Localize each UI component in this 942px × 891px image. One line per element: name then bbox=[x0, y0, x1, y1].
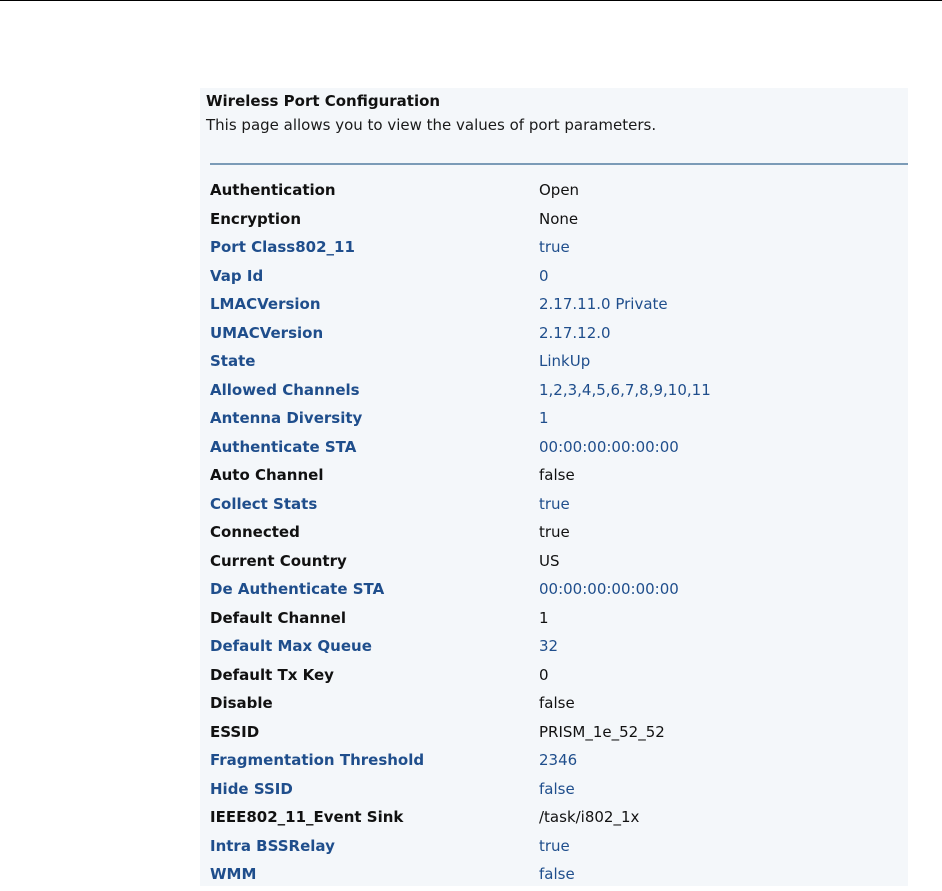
parameter-value: true bbox=[539, 836, 570, 855]
parameter-row bbox=[210, 549, 900, 578]
parameter-label[interactable]: UMACVersion bbox=[210, 323, 324, 342]
parameter-label: IEEE802_11_Event Sink bbox=[210, 808, 404, 826]
parameter-row bbox=[210, 520, 900, 549]
parameter-row bbox=[210, 748, 900, 777]
parameter-label: Current Country bbox=[210, 551, 347, 570]
parameter-value: LinkUp bbox=[539, 352, 591, 370]
parameter-row bbox=[210, 834, 900, 863]
parameter-value: 2.17.11.0 Private bbox=[539, 295, 668, 313]
parameter-row bbox=[210, 606, 900, 635]
parameter-value: 1,2,3,4,5,6,7,8,9,10,11 bbox=[539, 380, 711, 399]
parameter-label[interactable]: Vap Id bbox=[210, 266, 264, 285]
parameter-row bbox=[210, 378, 900, 407]
parameter-row bbox=[210, 862, 900, 891]
parameter-row bbox=[210, 492, 900, 521]
parameter-value: true bbox=[539, 494, 570, 513]
parameter-value: 2.17.12.0 bbox=[539, 323, 611, 342]
parameter-row bbox=[210, 178, 900, 207]
parameter-value: 1 bbox=[539, 409, 549, 427]
parameter-row bbox=[210, 577, 900, 606]
parameter-value: 00:00:00:00:00:00 bbox=[539, 437, 679, 456]
header-divider bbox=[210, 163, 908, 165]
parameter-row bbox=[210, 292, 900, 321]
parameter-label[interactable]: State bbox=[210, 352, 256, 370]
page-description: This page allows you to view the values of port parameters. bbox=[206, 116, 657, 134]
parameter-row bbox=[210, 720, 900, 749]
parameter-row bbox=[210, 406, 900, 435]
parameter-value: false bbox=[539, 694, 575, 712]
parameter-value: false bbox=[539, 865, 575, 883]
parameter-label[interactable]: Authenticate STA bbox=[210, 437, 357, 456]
parameter-label: Encryption bbox=[210, 209, 302, 228]
parameter-value: Open bbox=[539, 181, 580, 199]
parameter-value: 32 bbox=[539, 637, 559, 655]
parameter-label[interactable]: Antenna Diversity bbox=[210, 409, 363, 427]
parameter-row bbox=[210, 777, 900, 806]
parameter-row bbox=[210, 235, 900, 264]
parameter-label[interactable]: De Authenticate STA bbox=[210, 580, 385, 598]
parameter-row bbox=[210, 691, 900, 720]
parameter-row bbox=[210, 805, 900, 834]
parameter-row bbox=[210, 663, 900, 692]
parameter-row bbox=[210, 634, 900, 663]
parameter-label[interactable]: Allowed Channels bbox=[210, 380, 360, 399]
parameter-label[interactable]: Fragmentation Threshold bbox=[210, 751, 425, 769]
parameter-label: Default Channel bbox=[210, 608, 346, 627]
parameter-value: PRISM_1e_52_52 bbox=[539, 722, 665, 741]
page-title: Wireless Port Configuration bbox=[206, 92, 441, 110]
parameter-row bbox=[210, 463, 900, 492]
parameter-value: true bbox=[539, 238, 570, 256]
parameter-row bbox=[210, 435, 900, 464]
parameter-list bbox=[210, 178, 900, 891]
parameter-label: ESSID bbox=[210, 722, 260, 741]
top-border-line bbox=[0, 0, 942, 1]
parameter-row bbox=[210, 349, 900, 378]
parameter-label[interactable]: Port Class802_11 bbox=[210, 238, 355, 256]
parameter-label: Connected bbox=[210, 523, 300, 541]
parameter-label[interactable]: Hide SSID bbox=[210, 779, 293, 798]
parameter-value: /task/i802_1x bbox=[539, 808, 640, 826]
parameter-row bbox=[210, 207, 900, 236]
parameter-label[interactable]: Collect Stats bbox=[210, 494, 318, 513]
parameter-label[interactable]: Default Max Queue bbox=[210, 637, 372, 655]
parameter-label: Default Tx Key bbox=[210, 665, 334, 684]
parameter-label: Disable bbox=[210, 694, 273, 712]
parameter-value: 0 bbox=[539, 266, 549, 285]
parameter-value: US bbox=[539, 551, 560, 570]
parameter-label: Auto Channel bbox=[210, 466, 324, 484]
parameter-value: 1 bbox=[539, 608, 549, 627]
parameter-label[interactable]: LMACVersion bbox=[210, 295, 321, 313]
parameter-row bbox=[210, 264, 900, 293]
parameter-value: 2346 bbox=[539, 751, 578, 769]
parameter-value: None bbox=[539, 209, 579, 228]
parameter-label[interactable]: Intra BSSRelay bbox=[210, 836, 335, 855]
parameter-value: true bbox=[539, 523, 570, 541]
port-config-panel bbox=[200, 88, 908, 886]
parameter-label: Authentication bbox=[210, 181, 336, 199]
parameter-value: 00:00:00:00:00:00 bbox=[539, 580, 679, 598]
parameter-value: 0 bbox=[539, 665, 549, 684]
parameter-row bbox=[210, 321, 900, 350]
parameter-label[interactable]: WMM bbox=[210, 865, 257, 883]
parameter-value: false bbox=[539, 466, 575, 484]
parameter-value: false bbox=[539, 779, 575, 798]
